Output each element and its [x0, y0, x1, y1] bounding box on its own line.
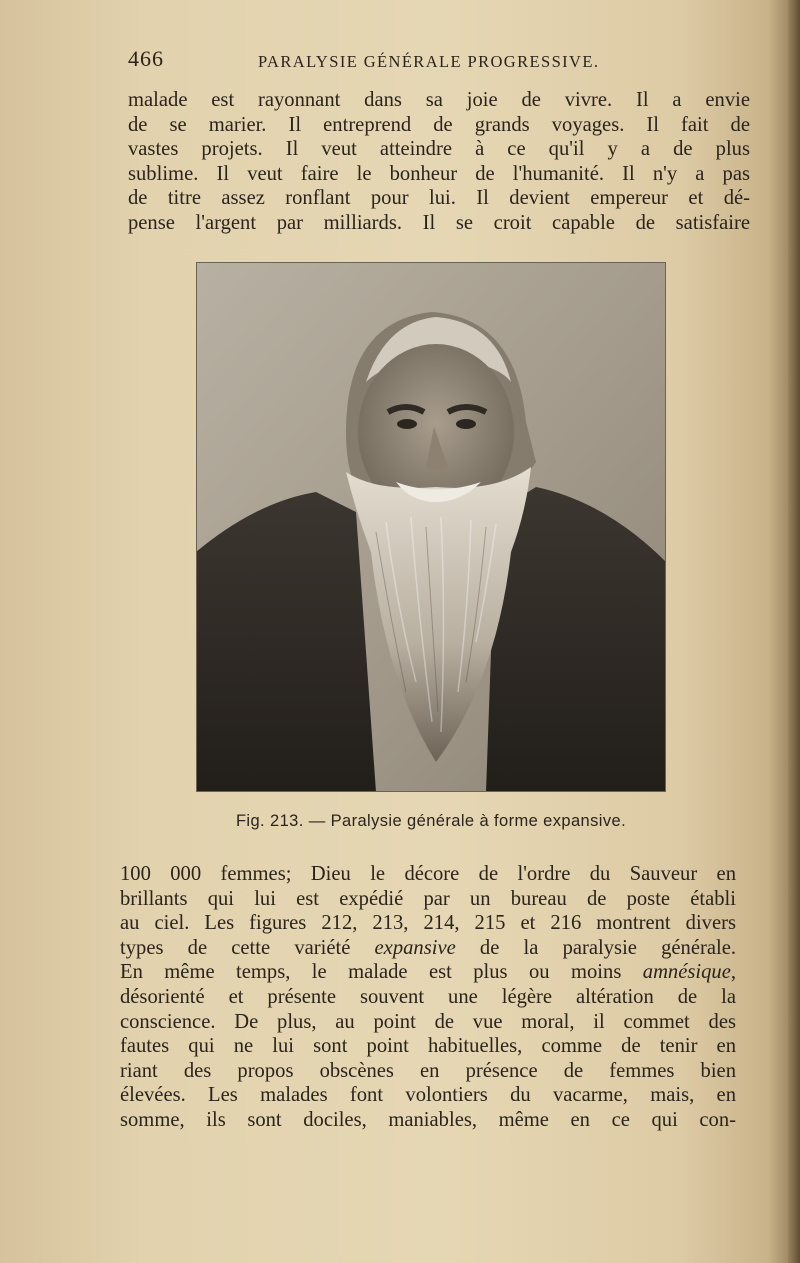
text-line: malade est rayonnant dans sa joie de vivre. Il a envie [128, 89, 750, 111]
text-line: brillants qui lui est expédié par un bureau de poste établi [120, 887, 736, 910]
portrait-illustration [196, 262, 666, 792]
text-line: de titre assez ronflant pour lui. Il devient empereur et dé- [128, 187, 750, 210]
text-line: fautes qui ne lui sont point habituelles, comme de tenir en [120, 1035, 736, 1058]
text-run: , [730, 961, 736, 984]
text-line: pense l'argent par milliards. Il se croit capable de satisfaire [128, 211, 750, 234]
text-line: conscience. De plus, au point de vue moral, il commet des [120, 1010, 736, 1033]
text-line: riant des propos obscènes en présence de femmes bien [120, 1059, 736, 1082]
italic-term: expansive [374, 936, 456, 959]
text-line: de se marier. Il entreprend de grands voyages. Il fait de [128, 113, 750, 136]
text-line [120, 936, 736, 961]
figure-caption: Fig. 213. — Paralysie générale à forme expansive. [235, 812, 627, 830]
text-line: somme, ils sont dociles, maniables, même en ce qui con- [120, 1108, 736, 1131]
text-line [120, 960, 736, 985]
text-run: types de cette variété [120, 936, 375, 959]
paragraph-top [128, 88, 750, 236]
text-line: élevées. Les malades font volontiers du vacarme, mais, en [120, 1084, 736, 1107]
page-header [128, 46, 748, 76]
portrait-photo [196, 262, 666, 792]
text-run: de la paralysie générale. [455, 936, 737, 959]
text-run: En même temps, le malade est plus ou moins [120, 961, 643, 984]
page-edge [788, 0, 800, 1263]
text-line: vastes projets. Il veut atteindre à ce qu'il y a de plus [128, 138, 750, 161]
text-line: désorienté et présente souvent une légère altération de la [120, 985, 736, 1008]
italic-term: amnésique [642, 961, 731, 984]
text-line: au ciel. Les figures 212, 213, 214, 215 et 216 montrent divers [120, 912, 736, 935]
text-line: sublime. Il veut faire le bonheur de l'humanité. Il n'y a pas [128, 162, 750, 185]
text-line: 100 000 femmes; Dieu le décore de l'ordre du Sauveur en [120, 863, 736, 885]
paragraph-bottom [120, 862, 736, 1133]
page-number: 466 [128, 46, 164, 71]
running-title: PARALYSIE GÉNÉRALE PROGRESSIVE. [258, 52, 600, 71]
